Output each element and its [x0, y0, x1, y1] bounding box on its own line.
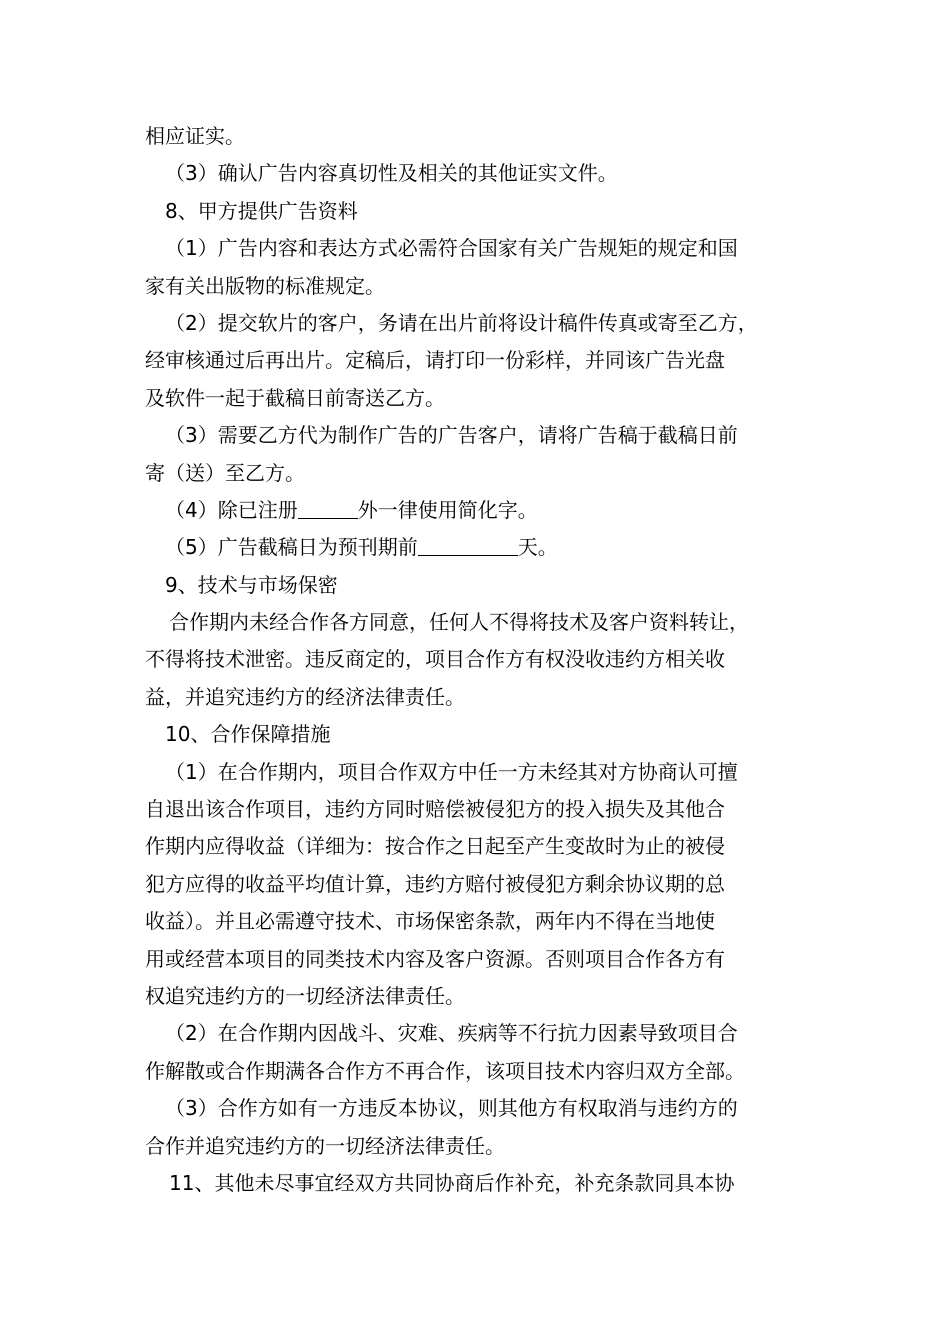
text-line: 用或经营本项目的同类技术内容及客户资源。否则项目合作各方有	[145, 946, 725, 971]
fill-in-blank[interactable]	[298, 496, 358, 519]
text-line: 收益）。并且必需遵守技术、市场保密条款，两年内不得在当地使	[145, 909, 715, 934]
text-line: 11、其他未尽事宜经双方共同协商后作补充，补充条款同具本协	[169, 1170, 735, 1195]
text-line: 相应证实。	[145, 124, 245, 148]
text-line: 犯方应得的收益平均值计算，违约方赔付被侵犯方剩余协议期的总	[145, 871, 725, 896]
section-heading: 8、甲方提供广告资料	[165, 198, 358, 223]
document-body	[145, 118, 815, 1202]
section-heading: 10、合作保障措施	[165, 722, 331, 747]
fill-in-suffix: 天。	[517, 535, 558, 560]
text-line: （2）在合作期内因战斗、灾难、疾病等不行抗力因素导致项目合	[165, 1021, 738, 1046]
text-line: 作解散或合作期满各合作方不再合作，该项目技术内容归双方全部。	[145, 1058, 745, 1083]
text-line: 合作并追究违约方的一切经济法律责任。	[145, 1133, 505, 1158]
text-line: （1）广告内容和表达方式必需符合国家有关广告规矩的规定和国	[165, 236, 738, 261]
text-line: 合作期内未经合作各方同意，任何人不得将技术及客户资料转让，	[169, 610, 749, 635]
section-heading: 9、技术与市场保密	[165, 572, 338, 597]
fill-in-suffix: 外一律使用简化字。	[357, 497, 538, 522]
text-line: 自退出该合作项目，违约方同时赔偿被侵犯方的投入损失及其他合	[145, 797, 725, 822]
text-line: （3）合作方如有一方违反本协议，则其他方有权取消与违约方的	[165, 1096, 738, 1121]
text-line: 权追究违约方的一切经济法律责任。	[145, 983, 465, 1008]
text-line: 家有关出版物的标准规定。	[145, 273, 385, 298]
fill-in-prefix: （4）除已注册	[165, 497, 298, 522]
text-line: 益，并追究违约方的经济法律责任。	[145, 684, 465, 709]
text-line: （1）在合作期内，项目合作双方中任一方未经其对方协商认可擅	[165, 759, 738, 784]
fill-in-prefix: （5）广告截稿日为预刊期前	[165, 535, 418, 560]
text-line: 作期内应得收益（详细为：按合作之日起至产生变故时为止的被侵	[145, 834, 725, 859]
text-line: （2）提交软片的客户，务请在出片前将设计稿件传真或寄至乙方，	[165, 310, 758, 335]
text-line: （3）确认广告内容真切性及相关的其他证实文件。	[165, 161, 618, 186]
text-line: 及软件一起于截稿日前寄送乙方。	[145, 385, 445, 410]
text-line: 不得将技术泄密。违反商定的，项目合作方有权没收违约方相关收	[145, 647, 725, 672]
fill-in-line	[145, 492, 815, 529]
text-line: 经审核通过后再出片。定稿后，请打印一份彩样，并同该广告光盘	[145, 348, 725, 373]
text-line: （3）需要乙方代为制作广告的广告客户，请将广告稿于截稿日前	[165, 423, 738, 448]
fill-in-line	[145, 529, 815, 566]
text-line: 寄（送）至乙方。	[145, 460, 305, 485]
fill-in-blank[interactable]	[418, 533, 518, 556]
